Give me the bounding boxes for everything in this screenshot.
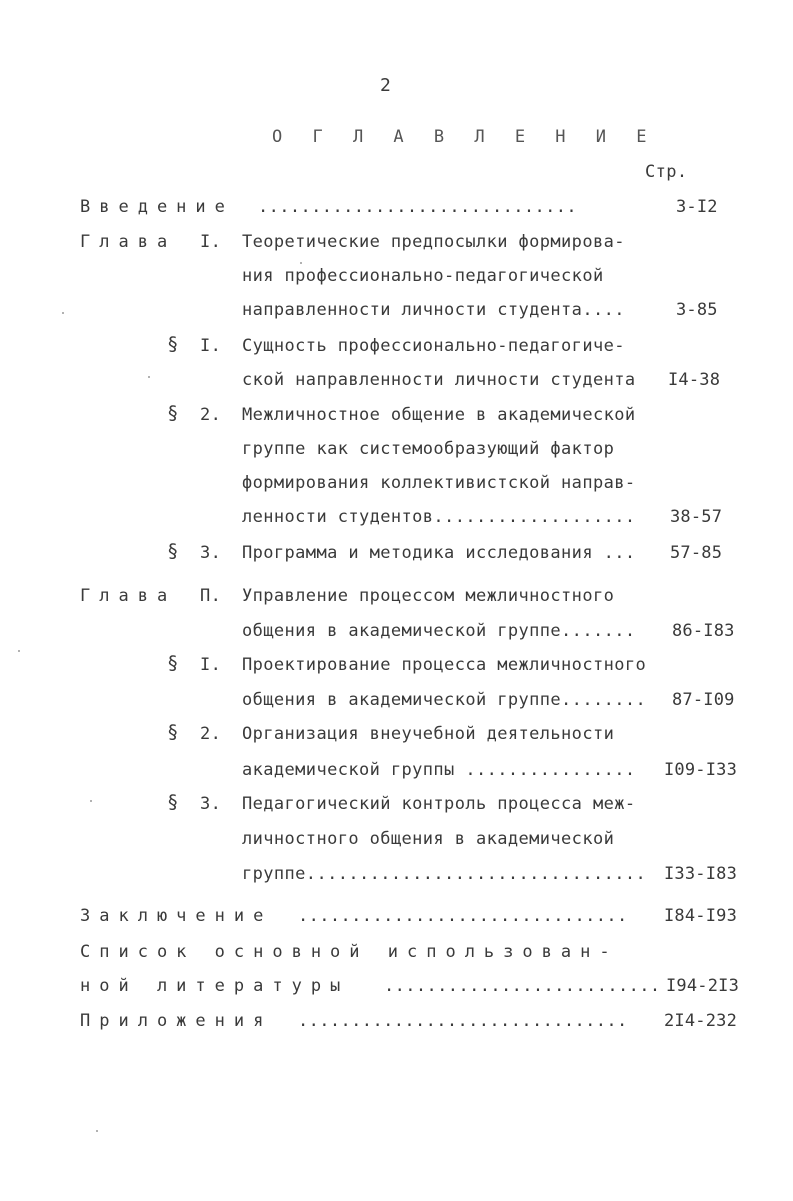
toc-section-2-3-line-2: личностного общения в академической [242, 829, 615, 849]
toc-section-2-2-number: 2. [200, 724, 222, 744]
toc-section-1-3-pages: 57-85 [670, 543, 723, 563]
toc-section-2-2-sign: § [167, 721, 179, 743]
toc-chapter-1-pages: 3-85 [676, 300, 718, 320]
toc-section-2-1-sign: § [167, 652, 179, 674]
toc-literature-leader: .......................... [384, 976, 661, 996]
toc-intro-pages: 3-I2 [676, 197, 718, 217]
toc-section-2-3-line-3: группе................................ [242, 864, 647, 884]
toc-section-2-1-number: I. [200, 655, 222, 675]
toc-section-1-2-number: 2. [200, 405, 222, 425]
toc-chapter-1-line-1: Теоретические предпосылки формирова- [242, 232, 625, 252]
toc-section-1-2-pages: 38-57 [670, 507, 723, 527]
toc-conclusion-pages: I84-I93 [664, 906, 738, 926]
toc-intro-leader: .............................. [258, 197, 578, 217]
toc-section-2-1-line-1: Проектирование процесса межличностного [242, 655, 647, 675]
toc-literature-pages: I94-2I3 [666, 976, 740, 996]
toc-chapter-2-line-2: общения в академической группе....... [242, 621, 636, 641]
scan-speck [62, 312, 64, 314]
toc-section-1-2-line-4: ленности студентов................... [242, 507, 636, 527]
toc-section-1-3-sign: § [167, 540, 179, 562]
toc-chapter-1-line-3: направленности личности студента.... [242, 300, 625, 320]
toc-chapter-1-number: I. [200, 232, 222, 252]
toc-chapter-2-pages: 86-I83 [672, 621, 735, 641]
page-column-header: Стр. [645, 162, 688, 182]
toc-section-1-1-sign: § [167, 333, 179, 355]
toc-section-1-2-line-3: формирования коллективистской направ- [242, 473, 636, 493]
toc-section-1-3-number: 3. [200, 543, 222, 563]
scan-speck [148, 376, 150, 378]
toc-section-1-1-pages: I4-38 [668, 370, 721, 390]
toc-section-1-2-line-2: группе как системообразующий фактор [242, 439, 615, 459]
toc-section-2-2-line-1: Организация внеучебной деятельности [242, 724, 615, 744]
toc-conclusion-label: Заключение [80, 906, 273, 926]
toc-section-1-2-line-1: Межличностное общение в академической [242, 405, 636, 425]
toc-section-2-3-line-1: Педагогический контроль процесса меж- [242, 794, 636, 814]
toc-section-1-1-number: I. [200, 336, 222, 356]
toc-chapter-2-line-1: Управление процессом межличностного [242, 586, 615, 606]
toc-section-2-2-line-2: академической группы ................ [242, 760, 636, 780]
toc-intro-label: Введение [80, 197, 234, 217]
toc-section-1-3-line-1: Программа и методика исследования ... [242, 543, 636, 563]
toc-section-2-1-line-2: общения в академической группе........ [242, 690, 647, 710]
toc-literature-line-1: Список основной использован- [80, 942, 619, 962]
scan-speck [90, 800, 92, 802]
page-number: 2 [380, 75, 392, 96]
scan-speck [18, 650, 20, 652]
toc-appendix-label: Приложения [80, 1011, 273, 1031]
toc-section-1-1-line-1: Сущность профессионально-педагогиче- [242, 336, 625, 356]
toc-section-2-2-pages: I09-I33 [664, 760, 738, 780]
scan-speck [96, 1130, 98, 1132]
toc-section-1-1-line-2: ской направленности личности студента [242, 370, 636, 390]
toc-literature-line-2: ной литературы [80, 976, 350, 996]
toc-appendix-leader: ............................... [298, 1011, 628, 1031]
page-title: О Г Л А В Л Е Н И Е [272, 127, 657, 147]
toc-section-1-2-sign: § [167, 402, 179, 424]
toc-chapter-2-number: П. [200, 586, 222, 606]
toc-section-2-3-pages: I33-I83 [664, 864, 738, 884]
toc-section-2-3-sign: § [167, 791, 179, 813]
toc-section-2-1-pages: 87-I09 [672, 690, 735, 710]
scan-speck [300, 262, 302, 264]
toc-chapter-1-line-2: ния профессионально-педагогической [242, 266, 604, 286]
toc-section-2-3-number: 3. [200, 794, 222, 814]
toc-conclusion-leader: ............................... [298, 906, 628, 926]
toc-appendix-pages: 2I4-232 [664, 1011, 738, 1031]
toc-chapter-1-label: Глава [80, 232, 177, 252]
toc-chapter-2-label: Глава [80, 586, 177, 606]
